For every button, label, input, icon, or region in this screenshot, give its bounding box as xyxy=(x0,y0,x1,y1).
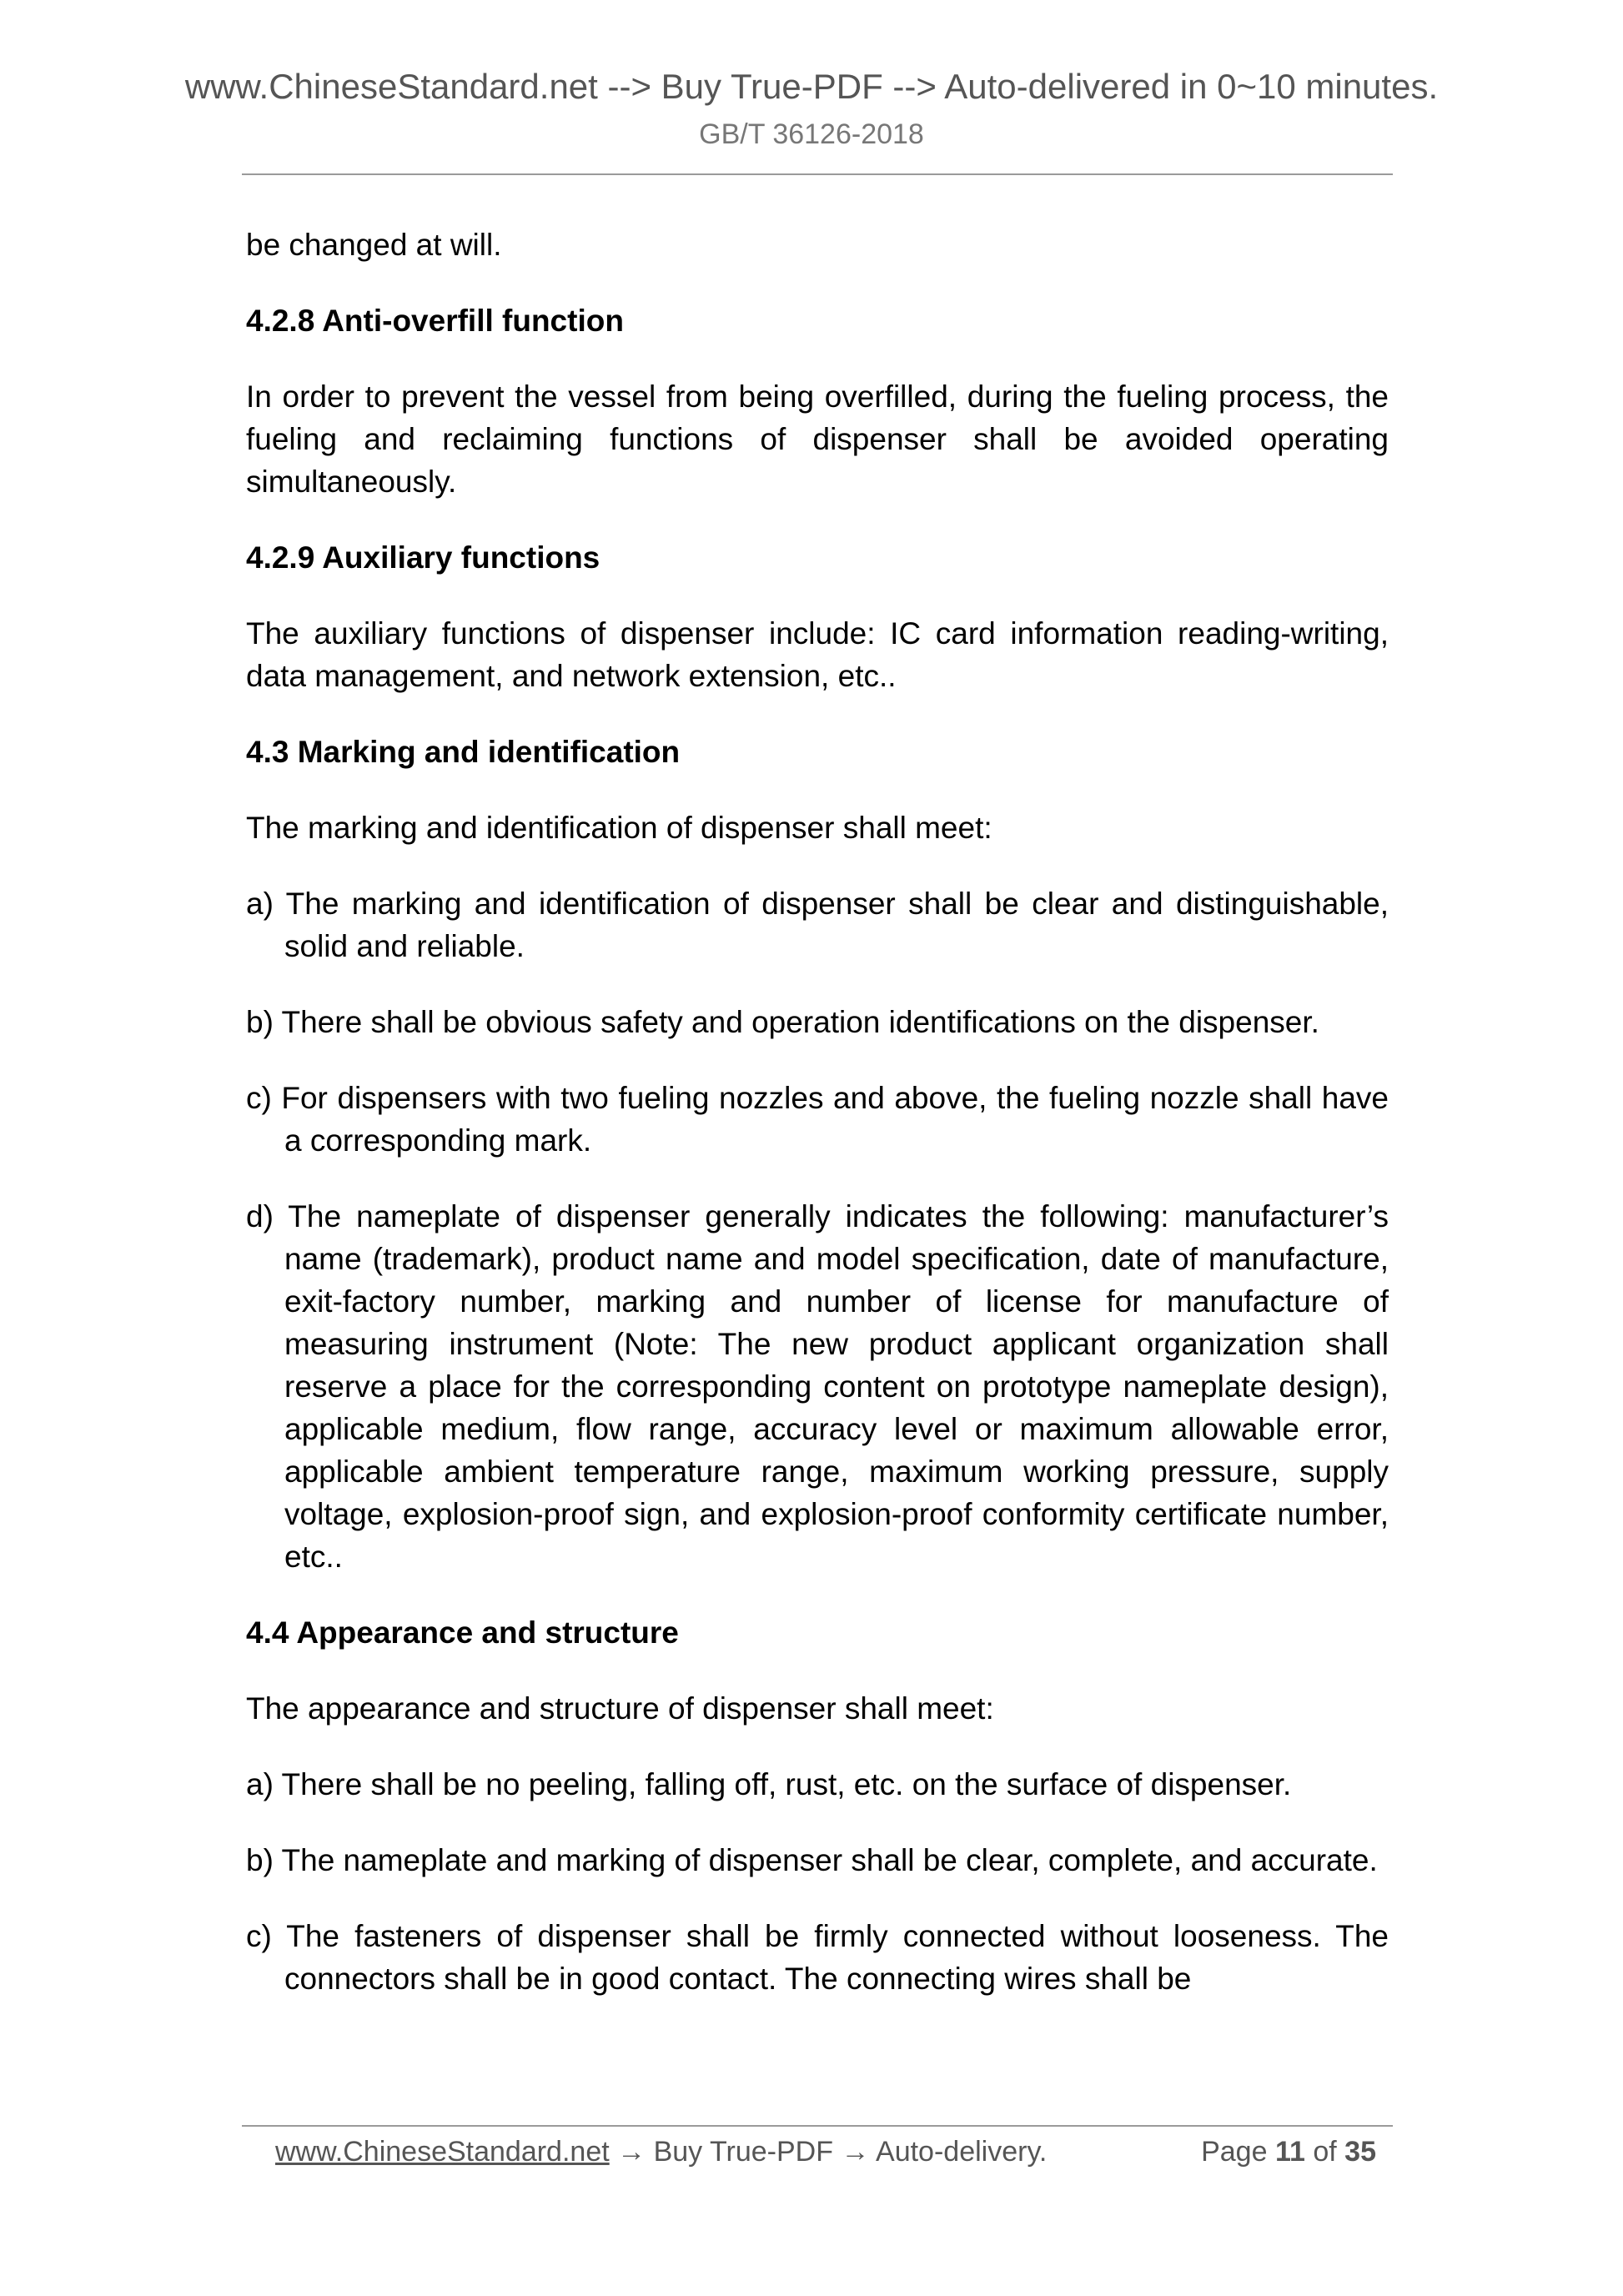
paragraph-4-4: The appearance and structure of dispenser shall meet: xyxy=(246,1691,994,1726)
list-item-4-4-a: a) There shall be no peeling, falling off, rust, etc. on the surface of dispenser. xyxy=(246,1767,1292,1801)
footer-auto-text: Auto-delivery. xyxy=(876,2136,1048,2168)
heading-4-2-9: 4.2.9 Auxiliary functions xyxy=(246,540,600,575)
footer-divider xyxy=(242,2125,1393,2127)
list-item-4-4-b: b) The nameplate and marking of dispenser shall be clear, complete, and accurate. xyxy=(246,1843,1378,1877)
footer-arrow-icon: → xyxy=(617,2136,646,2168)
list-item-4-4-c: c) The fasteners of dispenser shall be firmly connected without looseness. The connectors shall be in good contact. The connecting wires shall be xyxy=(246,1919,1389,1996)
page-footer xyxy=(275,2128,1393,2175)
heading-4-3: 4.3 Marking and identification xyxy=(246,735,681,769)
footer-buy-text: Buy True-PDF xyxy=(653,2136,833,2168)
header-divider xyxy=(242,173,1393,175)
page-label: Page xyxy=(1201,2136,1268,2168)
list-item-4-3-a: a) The marking and identification of dispenser shall be clear and distinguishable, solid and reliable. xyxy=(246,887,1389,963)
page-of-label: of xyxy=(1313,2136,1337,2168)
list-item-4-3-d: d) The nameplate of dispenser generally indicates the following: manufacturer’s name (trademark), product name and model specification, date of manufacture, exit-factory number, marking and number of license for manufacture of measuring instrument (Note: The new product applicant organization shall reserve a place for the corresponding content on prototype nameplate design), applicable medium, flow range, accuracy level or maximum allowable error, applicable ambient temperature range, maximum working pressure, supply voltage, explosion-proof sign, and explosion-proof conformity certificate number, etc.. xyxy=(246,1199,1389,1574)
paragraph-4-2-8: In order to prevent the vessel from being overfilled, during the fueling process, the fueling and reclaiming functions of dispenser shall be avoided operating simultaneously. xyxy=(246,379,1389,499)
footer-site-link[interactable]: www.ChineseStandard.net xyxy=(275,2136,610,2168)
page-body xyxy=(246,224,1389,2000)
paragraph-continuation: be changed at will. xyxy=(246,228,502,262)
footer-arrow-icon: → xyxy=(841,2136,870,2168)
page-number xyxy=(1201,2128,1376,2175)
list-item-4-3-b: b) There shall be obvious safety and operation identifications on the dispenser. xyxy=(246,1005,1319,1039)
heading-4-4: 4.4 Appearance and structure xyxy=(246,1615,679,1650)
page-current: 11 xyxy=(1274,2136,1305,2168)
paragraph-4-3: The marking and identification of dispenser shall meet: xyxy=(246,811,992,845)
heading-4-2-8: 4.2.8 Anti-overfill function xyxy=(246,304,624,338)
header-top-line: www.ChineseStandard.net --> Buy True-PDF --> Auto-delivered in 0~10 minutes. xyxy=(184,67,1439,106)
paragraph-4-2-9: The auxiliary functions of dispenser include: IC card information reading-writing, data management, and network extension, etc.. xyxy=(246,616,1389,693)
list-item-4-3-c: c) For dispensers with two fueling nozzles and above, the fueling nozzle shall have a corresponding mark. xyxy=(246,1081,1389,1158)
page-total: 35 xyxy=(1344,2136,1376,2168)
header-doc-code: GB/T 36126-2018 xyxy=(699,118,924,150)
